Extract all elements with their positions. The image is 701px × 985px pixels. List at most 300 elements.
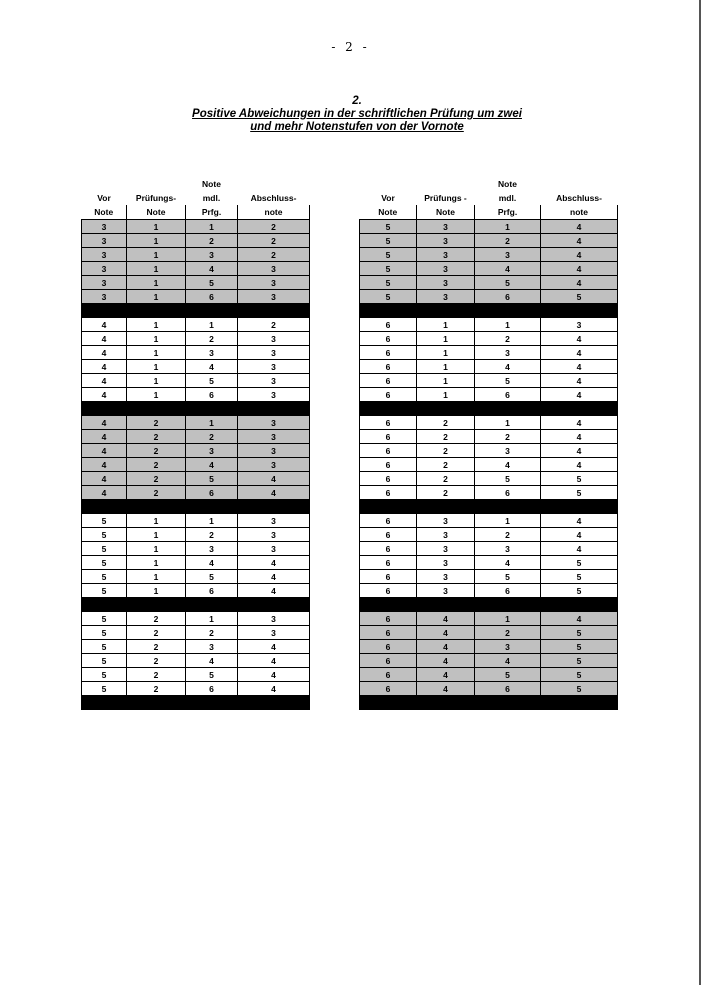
table-cell: 3 (475, 346, 541, 360)
separator-bar (82, 500, 310, 514)
table-cell: 5 (82, 668, 127, 682)
table-cell: 5 (186, 570, 238, 584)
table-cell: 3 (186, 346, 238, 360)
table-cell: 3 (238, 388, 310, 402)
table-row (360, 290, 618, 304)
table-cell: 4 (417, 626, 475, 640)
table-cell: 5 (82, 514, 127, 528)
table-cell: 4 (82, 374, 127, 388)
table-row (82, 262, 310, 276)
table-cell: 1 (186, 416, 238, 430)
table-row (82, 514, 310, 528)
table-cell: 1 (127, 332, 186, 346)
table-cell: 3 (417, 248, 475, 262)
table-cell: 3 (238, 514, 310, 528)
table-row (360, 248, 618, 262)
table-cell: 5 (82, 556, 127, 570)
table-cell: 5 (360, 262, 417, 276)
table-cell: 1 (475, 514, 541, 528)
table-cell: 6 (360, 682, 417, 696)
table-cell: 5 (541, 556, 618, 570)
table-cell: 4 (238, 640, 310, 654)
table-cell: 3 (82, 220, 127, 234)
table-cell: 4 (82, 388, 127, 402)
table-cell: 3 (186, 542, 238, 556)
table-cell: 6 (360, 472, 417, 486)
header-row-2 (360, 191, 618, 205)
table-cell: 2 (417, 486, 475, 500)
table-row (360, 430, 618, 444)
table-cell: 2 (417, 430, 475, 444)
table-row (82, 248, 310, 262)
table-cell: 5 (360, 290, 417, 304)
page-number: - 2 - (331, 40, 370, 54)
table-cell: 3 (238, 332, 310, 346)
table-row (360, 668, 618, 682)
table-row (82, 668, 310, 682)
table-cell: 4 (186, 654, 238, 668)
table-cell: 4 (238, 654, 310, 668)
table-row (360, 332, 618, 346)
separator-bar (82, 304, 310, 318)
table-cell: 6 (360, 388, 417, 402)
table-cell: 1 (417, 360, 475, 374)
table-cell: 4 (475, 360, 541, 374)
table-row (82, 472, 310, 486)
header-cell: Prfg. (475, 205, 541, 220)
table-row (360, 220, 618, 234)
group-separator (360, 402, 618, 416)
table-row (82, 640, 310, 654)
table-cell: 4 (475, 458, 541, 472)
table-cell: 4 (541, 248, 618, 262)
table-cell: 4 (475, 556, 541, 570)
group-separator (82, 304, 310, 318)
table-row (82, 570, 310, 584)
table-cell: 1 (127, 290, 186, 304)
table-row (360, 570, 618, 584)
table-cell: 4 (82, 318, 127, 332)
table-cell: 3 (238, 276, 310, 290)
table-cell: 3 (82, 234, 127, 248)
group-separator (360, 598, 618, 612)
table-row (360, 682, 618, 696)
table-cell: 3 (238, 626, 310, 640)
header-cell: Note (417, 205, 475, 220)
table-cell: 6 (475, 388, 541, 402)
table-cell: 2 (186, 332, 238, 346)
table-cell: 6 (475, 682, 541, 696)
table-cell: 3 (417, 556, 475, 570)
table-cell: 5 (475, 276, 541, 290)
table-cell: 6 (360, 528, 417, 542)
table-cell: 5 (541, 584, 618, 598)
table-cell: 1 (127, 514, 186, 528)
table-cell: 4 (238, 556, 310, 570)
table-cell: 1 (127, 360, 186, 374)
table-cell: 3 (186, 640, 238, 654)
header-cell (82, 177, 127, 191)
table-cell: 4 (541, 234, 618, 248)
table-row (82, 318, 310, 332)
table-cell: 1 (127, 584, 186, 598)
table-cell: 3 (238, 542, 310, 556)
table-row (360, 262, 618, 276)
table-cell: 1 (186, 612, 238, 626)
table-row (360, 374, 618, 388)
group-separator (82, 696, 310, 710)
table-cell: 2 (475, 528, 541, 542)
table-cell: 4 (82, 458, 127, 472)
section-number: 2. (352, 95, 362, 107)
table-cell: 5 (360, 248, 417, 262)
table-cell: 1 (186, 318, 238, 332)
table-cell: 5 (475, 570, 541, 584)
table-cell: 1 (186, 514, 238, 528)
table-row (82, 458, 310, 472)
table-cell: 4 (186, 262, 238, 276)
table-cell: 3 (186, 248, 238, 262)
left-grade-table (81, 177, 310, 710)
table-cell: 6 (360, 556, 417, 570)
table-cell: 4 (417, 612, 475, 626)
table-cell: 5 (541, 654, 618, 668)
table-cell: 1 (127, 220, 186, 234)
header-cell: Vor (381, 193, 395, 203)
table-cell: 4 (186, 556, 238, 570)
table-cell: 5 (186, 374, 238, 388)
table-cell: 6 (360, 542, 417, 556)
table-row (82, 654, 310, 668)
table-cell: 4 (475, 654, 541, 668)
table-cell: 5 (475, 668, 541, 682)
table-cell: 2 (127, 458, 186, 472)
table-cell: 1 (127, 570, 186, 584)
table-cell: 4 (417, 668, 475, 682)
table-cell: 4 (541, 276, 618, 290)
table-cell: 3 (238, 430, 310, 444)
table-cell: 1 (417, 318, 475, 332)
table-cell: 2 (238, 234, 310, 248)
table-cell: 4 (541, 444, 618, 458)
header-row-3 (82, 205, 310, 220)
table-cell: 1 (475, 220, 541, 234)
table-row (82, 444, 310, 458)
table-cell: 2 (417, 458, 475, 472)
table-cell: 4 (475, 262, 541, 276)
table-cell: 1 (475, 612, 541, 626)
table-cell: 4 (82, 430, 127, 444)
table-cell: 4 (541, 262, 618, 276)
header-cell: Note (127, 205, 186, 220)
table-cell: 3 (238, 612, 310, 626)
separator-bar (360, 402, 618, 416)
header-cell (360, 177, 417, 191)
right-table-body (360, 220, 618, 710)
table-cell: 1 (127, 346, 186, 360)
table-row (360, 626, 618, 640)
table-cell: 2 (127, 654, 186, 668)
table-row (82, 290, 310, 304)
table-cell: 6 (360, 318, 417, 332)
table-cell: 2 (186, 626, 238, 640)
header-row-3 (360, 205, 618, 220)
table-row (360, 486, 618, 500)
table-cell: 5 (82, 542, 127, 556)
table-cell: 2 (186, 234, 238, 248)
table-cell: 4 (238, 682, 310, 696)
table-cell: 6 (186, 388, 238, 402)
table-cell: 3 (475, 248, 541, 262)
table-cell: 5 (360, 276, 417, 290)
table-row (82, 612, 310, 626)
separator-bar (82, 696, 310, 710)
header-cell: Vor (97, 193, 111, 203)
table-row (82, 430, 310, 444)
table-row (360, 654, 618, 668)
table-cell: 4 (82, 486, 127, 500)
separator-bar (360, 500, 618, 514)
header-cell: mdl. (202, 193, 221, 203)
table-cell: 3 (238, 346, 310, 360)
table-cell: 6 (360, 668, 417, 682)
table-cell: 4 (82, 332, 127, 346)
header-cell: Note (202, 179, 221, 189)
table-cell: 4 (541, 220, 618, 234)
header-cell (417, 177, 475, 191)
table-row (82, 626, 310, 640)
table-cell: 2 (475, 626, 541, 640)
table-row (360, 388, 618, 402)
table-cell: 4 (82, 444, 127, 458)
table-row (82, 556, 310, 570)
table-cell: 6 (360, 346, 417, 360)
table-row (82, 346, 310, 360)
table-cell: 6 (360, 444, 417, 458)
table-cell: 4 (541, 374, 618, 388)
table-row (360, 318, 618, 332)
table-cell: 6 (186, 290, 238, 304)
table-row (360, 416, 618, 430)
table-row (360, 360, 618, 374)
table-cell: 1 (417, 388, 475, 402)
header-row-1 (82, 177, 310, 191)
table-cell: 3 (82, 262, 127, 276)
table-cell: 4 (82, 360, 127, 374)
table-cell: 3 (417, 584, 475, 598)
table-cell: 1 (186, 220, 238, 234)
table-cell: 3 (238, 290, 310, 304)
table-row (360, 640, 618, 654)
table-cell: 6 (186, 584, 238, 598)
table-cell: 5 (82, 570, 127, 584)
table-cell: 2 (127, 472, 186, 486)
table-cell: 5 (541, 570, 618, 584)
table-cell: 3 (82, 276, 127, 290)
table-cell: 6 (186, 486, 238, 500)
group-separator (360, 500, 618, 514)
table-cell: 6 (360, 332, 417, 346)
table-cell: 5 (82, 612, 127, 626)
header-cell: note (238, 205, 310, 220)
table-cell: 1 (127, 542, 186, 556)
separator-bar (82, 598, 310, 612)
table-cell: 2 (417, 472, 475, 486)
table-cell: 3 (417, 570, 475, 584)
section-title-line1: Positive Abweichungen in der schriftlichen Prüfung um zwei (192, 108, 522, 120)
header-cell: Note (378, 207, 398, 217)
table-cell: 3 (417, 290, 475, 304)
table-cell: 3 (82, 290, 127, 304)
table-cell: 2 (127, 486, 186, 500)
table-cell: 5 (475, 374, 541, 388)
table-cell: 6 (360, 458, 417, 472)
table-cell: 4 (238, 472, 310, 486)
table-row (82, 542, 310, 556)
table-row (82, 486, 310, 500)
header-cell (127, 177, 186, 191)
table-row (82, 416, 310, 430)
table-cell: 5 (82, 654, 127, 668)
table-cell: 4 (238, 486, 310, 500)
table-cell: 3 (475, 542, 541, 556)
table-cell: 5 (541, 668, 618, 682)
table-cell: 1 (127, 248, 186, 262)
table-row (82, 332, 310, 346)
table-cell: 3 (82, 248, 127, 262)
table-cell: 2 (186, 430, 238, 444)
table-row (360, 556, 618, 570)
header-cell: Note (498, 179, 517, 189)
table-cell: 5 (541, 486, 618, 500)
group-separator (82, 402, 310, 416)
table-cell: 5 (541, 640, 618, 654)
table-cell: 3 (541, 318, 618, 332)
table-row (82, 234, 310, 248)
table-cell: 4 (541, 360, 618, 374)
table-cell: 4 (541, 458, 618, 472)
table-row (360, 542, 618, 556)
table-cell: 5 (186, 668, 238, 682)
table-cell: 5 (82, 682, 127, 696)
group-separator (360, 304, 618, 318)
table-cell: 1 (127, 318, 186, 332)
table-row (82, 388, 310, 402)
table-cell: 5 (541, 626, 618, 640)
group-separator (82, 500, 310, 514)
table-row (360, 528, 618, 542)
table-cell: 4 (417, 682, 475, 696)
separator-bar (360, 304, 618, 318)
table-cell: 3 (238, 416, 310, 430)
table-cell: 1 (417, 374, 475, 388)
header-cell: Prfg. (186, 205, 238, 220)
table-cell: 4 (186, 458, 238, 472)
table-cell: 4 (238, 584, 310, 598)
table-cell: 2 (417, 416, 475, 430)
table-cell: 6 (360, 374, 417, 388)
header-cell: Abschluss- (250, 193, 297, 203)
table-cell: 6 (360, 514, 417, 528)
separator-bar (82, 402, 310, 416)
table-cell: 4 (238, 570, 310, 584)
table-cell: 5 (82, 626, 127, 640)
table-cell: 2 (127, 668, 186, 682)
table-row (82, 584, 310, 598)
table-cell: 6 (475, 584, 541, 598)
table-cell: 2 (417, 444, 475, 458)
table-cell: 3 (417, 262, 475, 276)
table-cell: 3 (238, 444, 310, 458)
table-cell: 3 (417, 220, 475, 234)
left-table-body (82, 220, 310, 710)
header-cell: Abschluss- (556, 193, 602, 203)
table-row (82, 220, 310, 234)
table-cell: 4 (541, 514, 618, 528)
table-cell: 3 (417, 514, 475, 528)
table-cell: 1 (417, 346, 475, 360)
table-row (82, 374, 310, 388)
table-row (82, 360, 310, 374)
table-cell: 5 (541, 290, 618, 304)
table-cell: 4 (82, 346, 127, 360)
table-row (360, 234, 618, 248)
table-cell: 1 (127, 388, 186, 402)
table-cell: 6 (360, 430, 417, 444)
table-cell: 1 (127, 528, 186, 542)
table-cell: 3 (238, 528, 310, 542)
table-cell: 2 (475, 332, 541, 346)
table-cell: 4 (186, 360, 238, 374)
table-cell: 5 (82, 640, 127, 654)
table-cell: 4 (541, 388, 618, 402)
table-row (360, 514, 618, 528)
table-cell: 4 (82, 472, 127, 486)
table-cell: 5 (186, 276, 238, 290)
table-cell: 2 (127, 640, 186, 654)
table-cell: 6 (360, 654, 417, 668)
table-row (82, 528, 310, 542)
table-cell: 2 (238, 220, 310, 234)
header-row-1 (360, 177, 618, 191)
table-cell: 5 (186, 472, 238, 486)
table-cell: 2 (475, 430, 541, 444)
table-cell: 2 (127, 612, 186, 626)
table-row (360, 472, 618, 486)
table-cell: 6 (360, 640, 417, 654)
table-row (360, 584, 618, 598)
header-cell: Prüfungs - (424, 193, 467, 203)
table-row (360, 276, 618, 290)
table-cell: 3 (186, 444, 238, 458)
table-cell: 6 (360, 416, 417, 430)
table-cell: 3 (238, 458, 310, 472)
section-title-line2: und mehr Notenstufen von der Vornote (250, 121, 464, 133)
header-row-2 (82, 191, 310, 205)
table-cell: 1 (127, 276, 186, 290)
table-cell: 2 (127, 626, 186, 640)
table-cell: 5 (475, 472, 541, 486)
table-cell: 4 (541, 612, 618, 626)
table-cell: 2 (186, 528, 238, 542)
table-cell: 6 (360, 570, 417, 584)
table-cell: 3 (417, 528, 475, 542)
table-cell: 6 (360, 584, 417, 598)
table-cell: 5 (360, 220, 417, 234)
header-cell: mdl. (498, 193, 517, 203)
table-cell: 6 (360, 360, 417, 374)
table-cell: 5 (360, 234, 417, 248)
